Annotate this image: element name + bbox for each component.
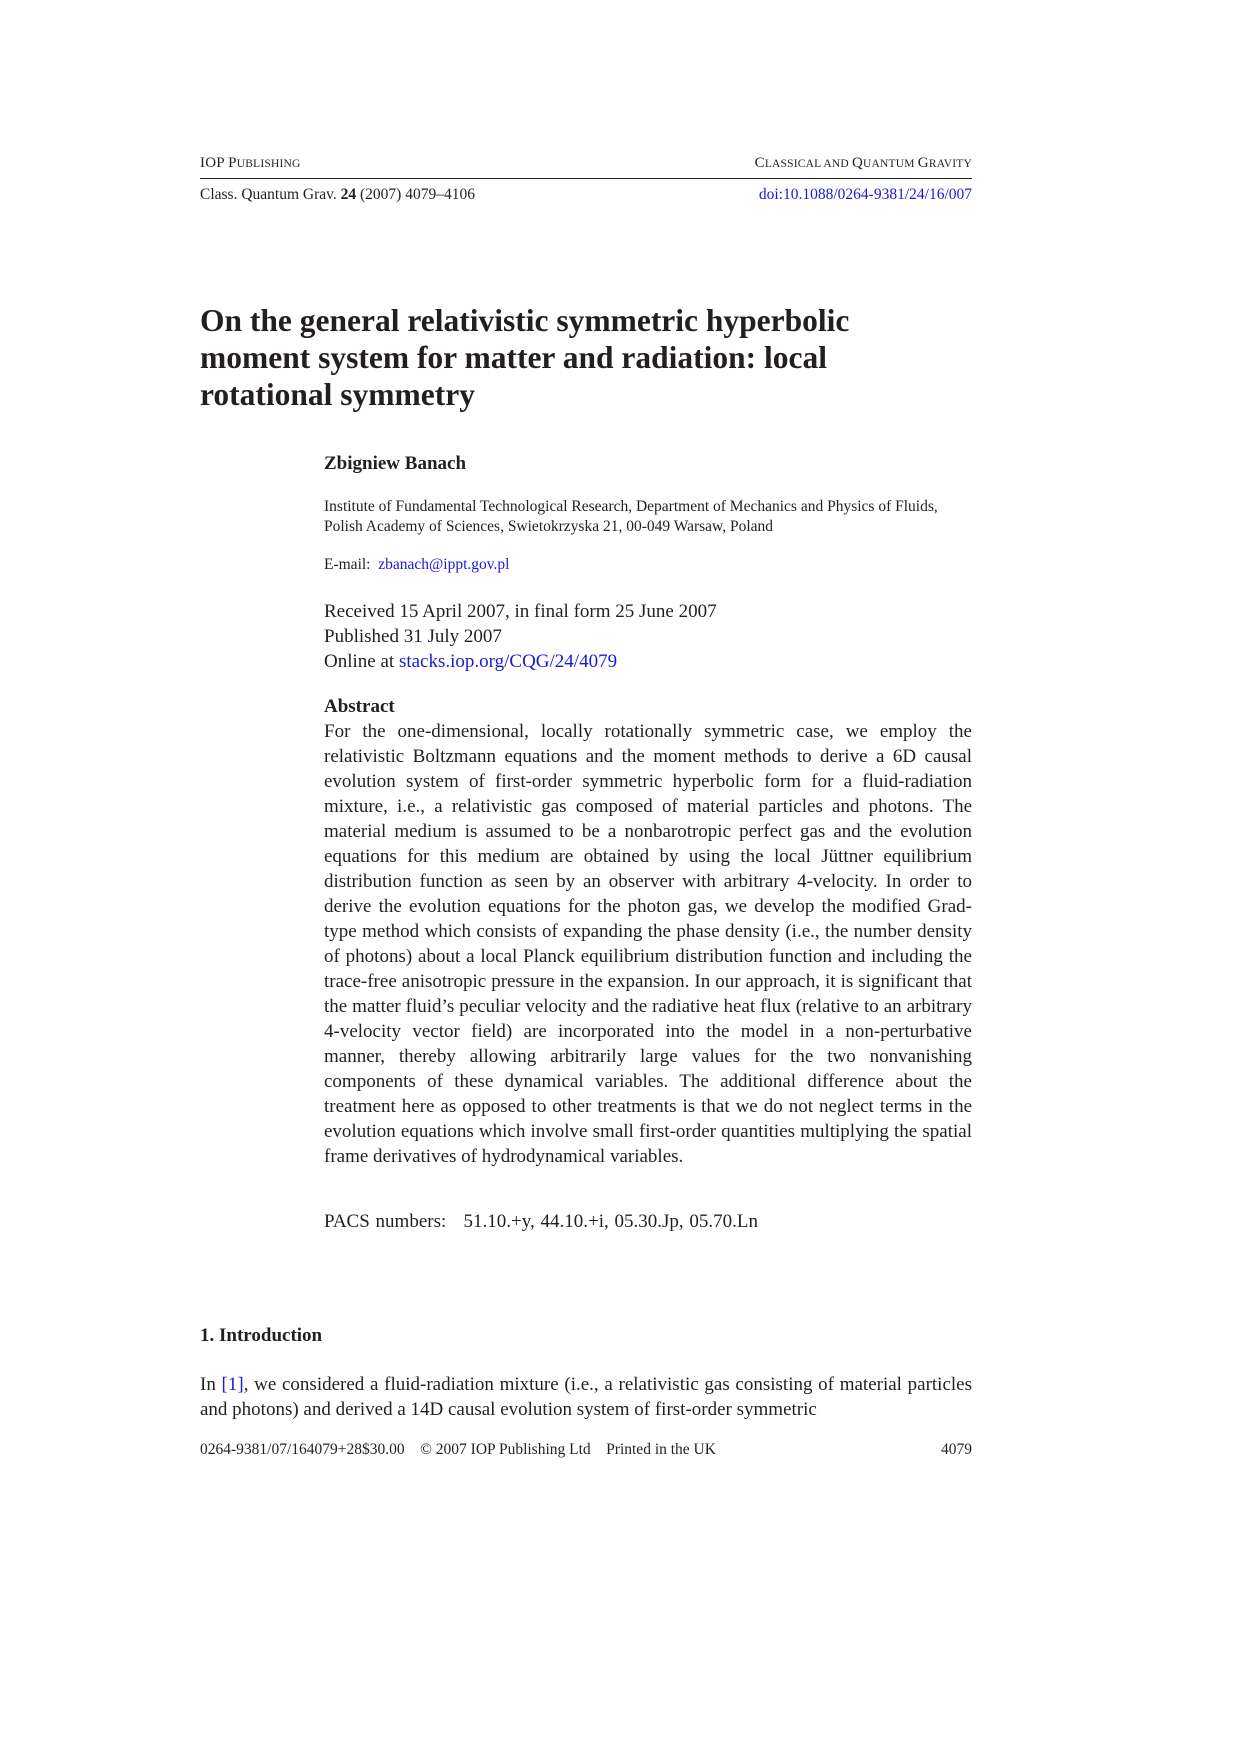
online-line: Online at stacks.iop.org/CQG/24/4079 xyxy=(324,651,618,672)
reference-link[interactable]: [1] xyxy=(221,1374,244,1395)
author-name: Zbigniew Banach xyxy=(324,453,467,474)
journal-name: CLASSICAL AND QUANTUM GRAVITY xyxy=(754,155,972,171)
page-number: 4079 xyxy=(941,1441,972,1458)
doi-link[interactable]: doi:10.1088/0264-9381/24/16/007 xyxy=(758,186,972,203)
footer-copyright: 0264-9381/07/164079+28$30.00 © 2007 IOP Publishing Ltd Printed in the UK xyxy=(200,1441,716,1458)
paper-title: On the general relativistic symmetric hyperbolic moment system for matter and radiation: local rotational symmetry xyxy=(200,303,850,412)
page-footer xyxy=(200,1441,972,1459)
abstract-text: For the one-dimensional, locally rotationally symmetric case, we employ the relativistic Boltzmann equations and the moment methods to derive a 6D causal evolution system of first-order symmetric hyperbolic form for a fluid-radiation mixture, i.e., a relativistic gas composed of material particles and photons. The material medium is assumed to be a nonbarotropic perfect gas and the evolution equations for this medium are obtained by using the local Jüttner equilibrium distribution function as seen by an observer with arbitrary 4-velocity. In order to derive the evolution equations for the photon gas, we develop the modified Grad-type method which consists of expanding the phase density (i.e., the number density of photons) about a local Planck equilibrium distribution function and including the trace-free anisotropic pressure in the expansion. In our approach, it is significant that the matter fluid’s peculiar velocity and the radiative heat flux (relative to an arbitrary 4-velocity vector field) are incorporated into the model in a non-perturbative manner, thereby allowing arbitrarily large values for the two nonvanishing components of these dynamical variables. The additional difference about the treatment here as opposed to other treatments is that we do not neglect terms in the evolution equations which involve small first-order quantities multiplying the spatial frame derivatives of hydrodynamical variables. xyxy=(324,721,972,1167)
affiliation: Institute of Fundamental Technological Research, Department of Mechanics and Physics of Fluids, Polish Academy of Sciences, Swietokrzyska 21, 00-049 Warsaw, Poland xyxy=(324,498,938,535)
online-link[interactable]: stacks.iop.org/CQG/24/4079 xyxy=(398,651,618,672)
dates-block xyxy=(324,599,717,674)
abstract-heading: Abstract xyxy=(324,696,395,717)
citation: Class. Quantum Grav. 24 (2007) 4079–4106 xyxy=(200,186,475,203)
email-label: E-mail: xyxy=(324,556,371,573)
email-link[interactable]: zbanach@ippt.gov.pl xyxy=(378,556,510,573)
publisher-name: IOP PUBLISHING xyxy=(200,155,301,171)
section-text: In [1], we considered a fluid-radiation mixture (i.e., a relativistic gas consisting of material particles and photons) and derived a 14D causal evolution system of first-order symmetric xyxy=(200,1374,973,1420)
header-rule xyxy=(200,178,972,179)
email-line xyxy=(324,556,509,574)
received-date: Received 15 April 2007, in final form 25 June 2007 xyxy=(324,601,717,622)
published-date: Published 31 July 2007 xyxy=(324,626,502,647)
section-heading: 1. Introduction xyxy=(200,1325,323,1346)
pacs-numbers: PACS numbers: 51.10.+y, 44.10.+i, 05.30.Jp, 05.70.Ln xyxy=(324,1211,758,1232)
